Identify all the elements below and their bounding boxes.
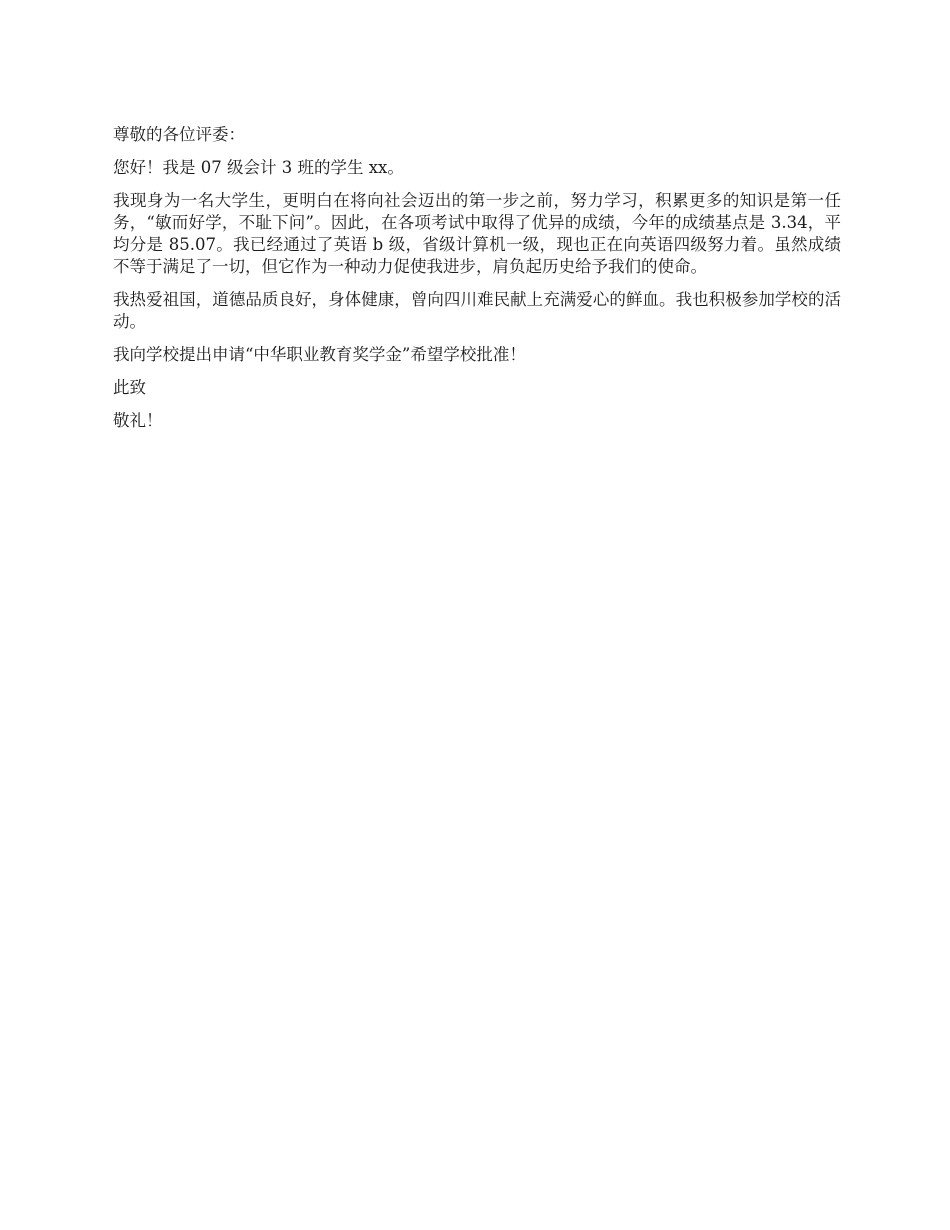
salutation: 尊敬的各位评委：: [113, 125, 245, 144]
letter-body: [113, 124, 841, 443]
character-paragraph: 我热爱祖国，道德品质良好，身体健康，曾向四川难民献上充满爱心的鲜血。我也积极参加学校的活动。: [113, 290, 841, 331]
closing-line: 此致: [113, 378, 146, 397]
study-paragraph: 我现身为一名大学生，更明白在将向社会迈出的第一步之前，努力学习，积累更多的知识是第一任务，“敏而好学，不耻下问”。因此，在各项考试中取得了优异的成绩，今年的成绩基点是 3.34，平均分是 85.07。我已经通过了英语 b 级，省级计算机一级，现也正在向英语四级努力着。虽然成绩不等于满足了一切，但它作为一种动力促使我进步，肩负起历史给予我们的使命。: [113, 191, 841, 276]
regards-line: 敬礼！: [113, 411, 163, 430]
greeting-paragraph: 您好！我是 07 级会计 3 班的学生 xx。: [113, 158, 404, 177]
request-paragraph: 我向学校提出申请“中华职业教育奖学金”希望学校批准！: [113, 345, 526, 364]
